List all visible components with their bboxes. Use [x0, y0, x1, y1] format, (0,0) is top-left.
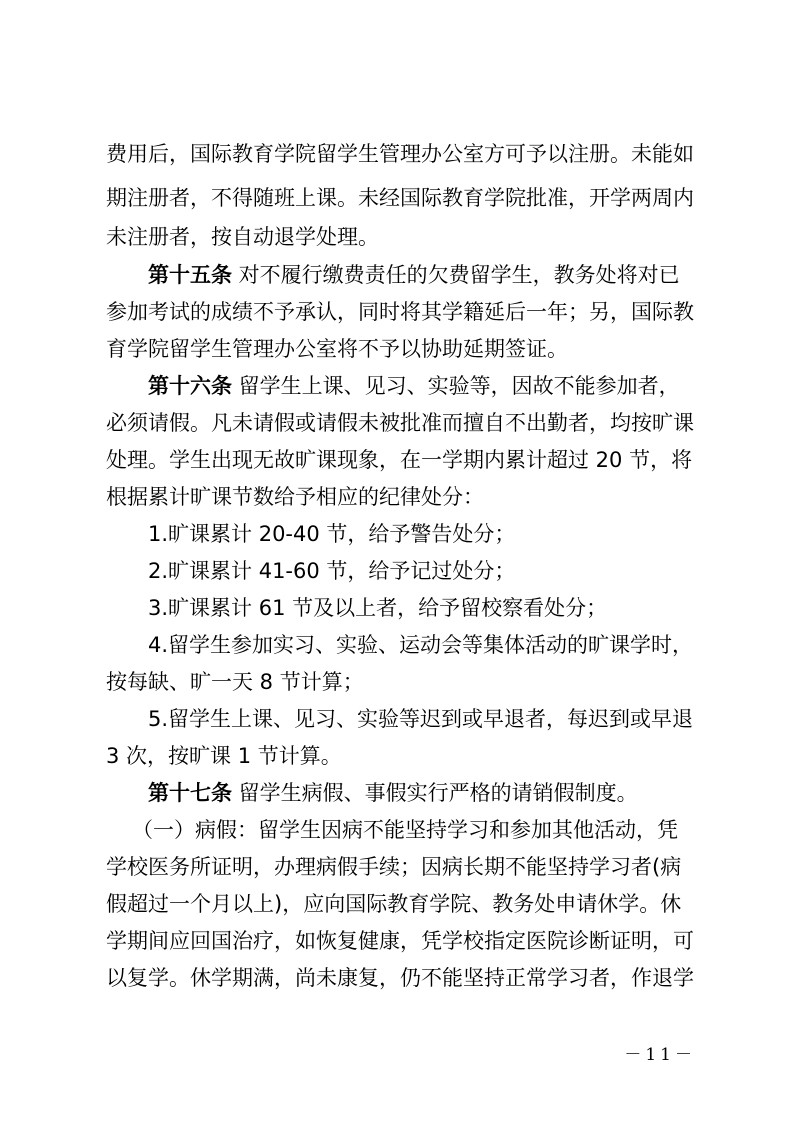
text-line: 必须请假。凡未请假或请假未被批准而擅自不出勤者，均按旷课 — [106, 411, 694, 435]
text-line: 以复学。休学期满，尚未康复，仍不能坚持正常学习者，作退学 — [106, 966, 694, 990]
list-item: 4.留学生参加实习、实验、运动会等集体活动的旷课学时， — [148, 633, 694, 657]
list-item: 5.留学生上课、见习、实验等迟到或早退者，每迟到或早退 — [148, 707, 694, 731]
article-text: 对不履行缴费责任的欠费留学生，教务处将对已 — [232, 263, 680, 287]
text-line: 期注册者，不得随班上课。未经国际教育学院批准，开学两周内 — [106, 186, 694, 210]
article-15-line — [148, 260, 680, 290]
text-line: 学期间应回国治疗，如恢复健康，凭学校指定医院诊断证明，可 — [106, 929, 694, 953]
article-17-line — [148, 778, 638, 808]
article-text: 留学生上课、见习、实验等，因故不能参加者， — [232, 374, 680, 398]
text-line: 费用后，国际教育学院留学生管理办公室方可予以注册。未能如 — [106, 142, 694, 166]
text-line: 育学院留学生管理办公室将不予以协助延期签证。 — [106, 337, 568, 361]
text-line: （一）病假：留学生因病不能坚持学习和参加其他活动，凭 — [132, 818, 678, 842]
text-line: 未注册者，按自动退学处理。 — [106, 225, 379, 249]
text-line: 按每缺、旷一天 8 节计算； — [106, 670, 364, 694]
list-item: 3.旷课累计 61 节及以上者，给予留校察看处分； — [148, 596, 608, 620]
text-line: 学校医务所证明，办理病假手续；因病长期不能坚持学习者(病 — [106, 855, 682, 879]
article-16-line — [148, 371, 680, 401]
list-item: 1.旷课累计 20-40 节，给予警告处分； — [148, 522, 516, 546]
text-line: 假超过一个月以上)，应向国际教育学院、教务处申请休学。休 — [106, 892, 682, 916]
article-heading: 第十七条 — [148, 781, 232, 805]
list-item: 2.旷课累计 41-60 节，给予记过处分； — [148, 559, 516, 583]
text-line: 处理。学生出现无故旷课现象，在一学期内累计超过 20 节，将 — [106, 448, 693, 472]
text-line: 3 次，按旷课 1 节计算。 — [106, 744, 342, 768]
article-text: 留学生病假、事假实行严格的请销假制度。 — [232, 781, 638, 805]
article-heading: 第十五条 — [148, 263, 232, 287]
article-heading: 第十六条 — [148, 374, 232, 398]
text-line: 参加考试的成绩不予承认，同时将其学籍延后一年；另，国际教 — [106, 300, 694, 324]
text-line: 根据累计旷课节数给予相应的纪律处分： — [106, 485, 484, 509]
page-number: －11－ — [624, 1045, 696, 1065]
